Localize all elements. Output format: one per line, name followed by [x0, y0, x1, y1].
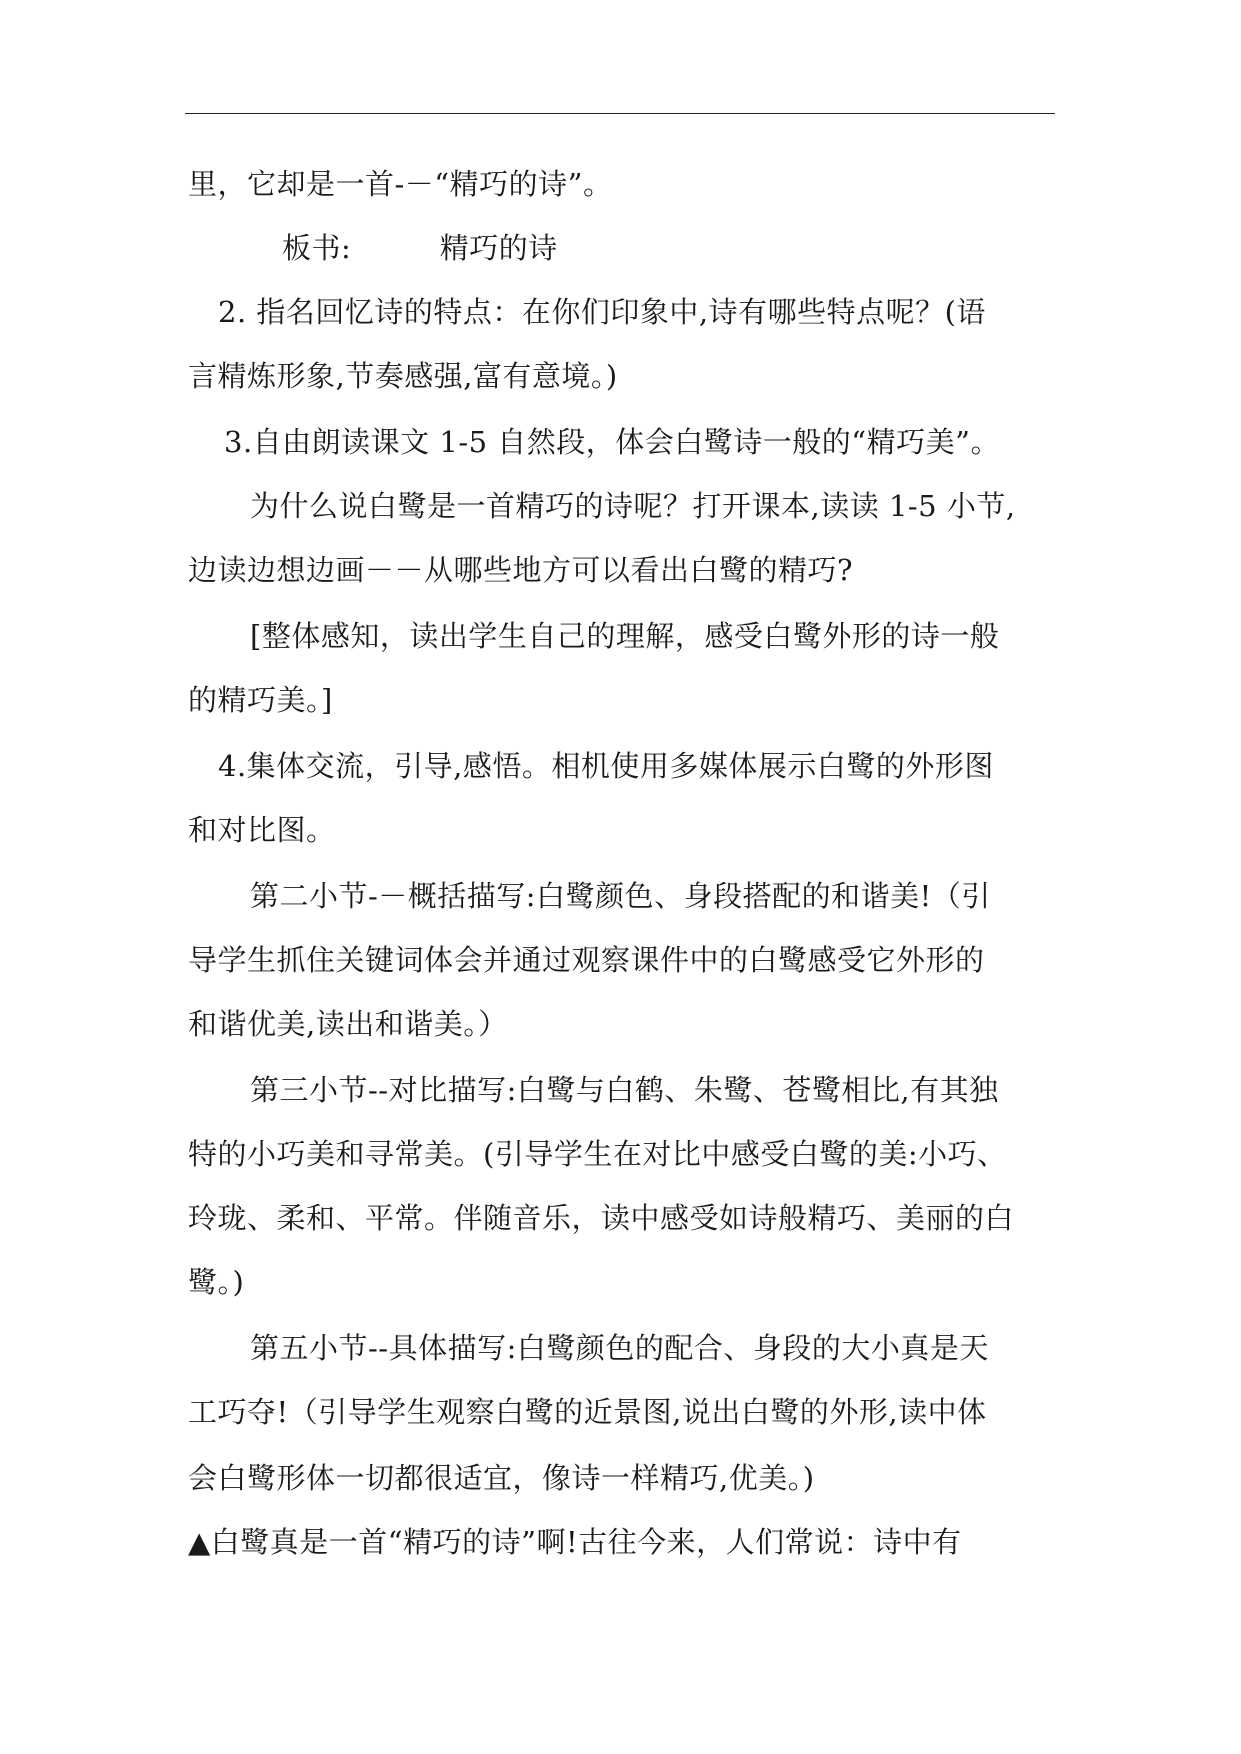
- text-line: 特的小巧美和寻常美。(引导学生在对比中感受白鹭的美:小巧、: [188, 1137, 1007, 1171]
- text-line: 导学生抓住关键词体会并通过观察课件中的白鹭感受它外形的: [188, 943, 985, 977]
- blackboard-line: 板书: 精巧的诗: [282, 231, 558, 265]
- text-line: 的精巧美。]: [188, 683, 333, 717]
- text-line: 里，它却是一首-－“精巧的诗”。: [188, 167, 613, 201]
- text-line: ▲白鹭真是一首“精巧的诗”啊!古往今来，人们常说：诗中有: [188, 1525, 962, 1559]
- text-line: 第五小节--具体描写:白鹭颜色的配合、身段的大小真是天: [250, 1331, 989, 1365]
- text-line: 为什么说白鹭是一首精巧的诗呢？打开课本,读读 1-5 小节,: [250, 489, 1016, 523]
- text-line: 第三小节--对比描写:白鹭与白鹤、朱鹭、苍鹭相比,有其独: [250, 1073, 999, 1107]
- text-line: 2. 指名回忆诗的特点：在你们印象中,诗有哪些特点呢？(语: [218, 295, 986, 329]
- text-line: 言精炼形象,节奏感强,富有意境。): [188, 359, 618, 393]
- text-line: 边读边想边画－－从哪些地方可以看出白鹭的精巧?: [188, 553, 854, 587]
- text-line: 鹭。): [188, 1265, 245, 1299]
- text-line: 工巧夺!（引导学生观察白鹭的近景图,说出白鹭的外形,读中体: [188, 1395, 987, 1429]
- text-line: 4.集体交流，引导,感悟。相机使用多媒体展示白鹭的外形图: [218, 749, 994, 783]
- text-line: 和谐优美,读出和谐美。）: [188, 1007, 508, 1041]
- text-line: 和对比图。: [188, 813, 336, 847]
- text-line: 第二小节-－概括描写:白鹭颜色、身段搭配的和谐美!（引: [250, 879, 991, 913]
- text-line: 会白鹭形体一切都很适宜，像诗一样精巧,优美。): [188, 1461, 815, 1495]
- text-line: 玲珑、柔和、平常。伴随音乐，读中感受如诗般精巧、美丽的白: [188, 1201, 1015, 1235]
- text-line: [整体感知，读出学生自己的理解，感受白鹭外形的诗一般: [250, 619, 1000, 653]
- header-rule: [185, 113, 1055, 114]
- text-line: 3.自由朗读课文 1-5 自然段，体会白鹭诗一般的“精巧美”。: [224, 425, 1000, 459]
